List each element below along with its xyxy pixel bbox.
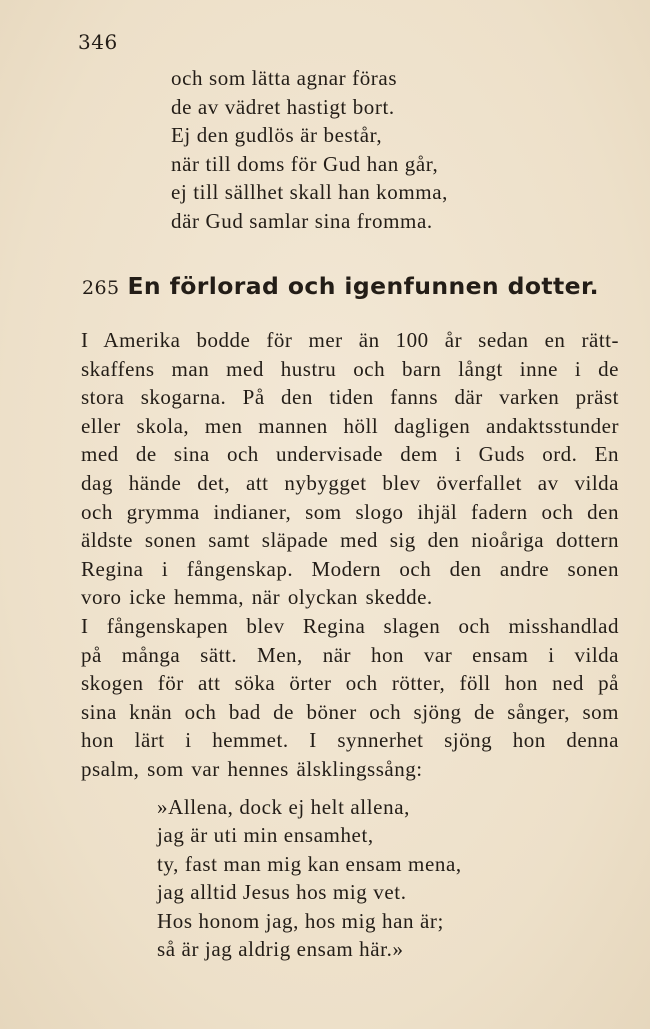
text-line: dag hände det, att nybygget blev överfallet av vilda (81, 470, 619, 495)
verse-line: »Allena, dock ej helt allena, (157, 795, 410, 819)
hymn-verse (157, 793, 462, 963)
text-line: med de sina och undervisade dem i Guds ord. En (81, 442, 619, 467)
hymn-verse-continued (171, 64, 448, 236)
verse-line: de av vädret hastigt bort. (171, 94, 395, 119)
story-text (81, 326, 619, 784)
text-line: stora skogarna. På den tiden fanns där varken präst (81, 385, 619, 410)
verse-line: Ej den gudlös är består, (171, 123, 383, 148)
text-line: psalm, som var hennes älsklingssång: (81, 756, 423, 781)
text-line: skogen för att söka örter och rötter, föll hon ned på (81, 671, 619, 696)
text-line: på många sätt. Men, när hon var ensam i vilda (81, 642, 619, 667)
section-title: En förlorad och igenfunnen dotter. (127, 272, 599, 300)
verse-line: Hos honom jag, hos mig han är; (157, 908, 444, 933)
text-line: och grymma indianer, som slogo ihjäl fadern och den (81, 499, 619, 524)
text-line: äldste sonen samt släpade med sig den nioåriga dottern (81, 528, 619, 553)
text-line: voro icke hemma, när olyckan skedde. (81, 585, 433, 610)
verse-line: så är jag aldrig ensam här.» (157, 937, 404, 962)
text-line: skaffens man med hustru och barn långt inne i de (81, 356, 619, 381)
text-line: hon lärt i hemmet. I synnerhet sjöng hon denna (81, 728, 619, 753)
section-heading (82, 272, 599, 300)
verse-line: där Gud samlar sina fromma. (171, 208, 433, 233)
text-line: I fångenskapen blev Regina slagen och misshandlad (81, 613, 619, 638)
verse-line: och som lätta agnar föras (171, 66, 398, 90)
section-number: 265 (82, 277, 120, 299)
page-number: 346 (78, 30, 118, 54)
text-line: I Amerika bodde för mer än 100 år sedan en rätt- (81, 328, 619, 352)
verse-line: ty, fast man mig kan ensam mena, (157, 851, 462, 876)
text-line: Regina i fångenskap. Modern och den andre sonen (81, 556, 619, 581)
verse-line: jag är uti min ensamhet, (157, 823, 374, 848)
verse-line: ej till sällhet skall han komma, (171, 180, 448, 205)
verse-line: jag alltid Jesus hos mig vet. (157, 880, 407, 905)
text-line: eller skola, men mannen höll dagligen andaktsstunder (81, 413, 619, 438)
text-line: sina knän och bad de böner och sjöng de sånger, som (81, 699, 619, 724)
verse-line: när till doms för Gud han går, (171, 151, 439, 176)
